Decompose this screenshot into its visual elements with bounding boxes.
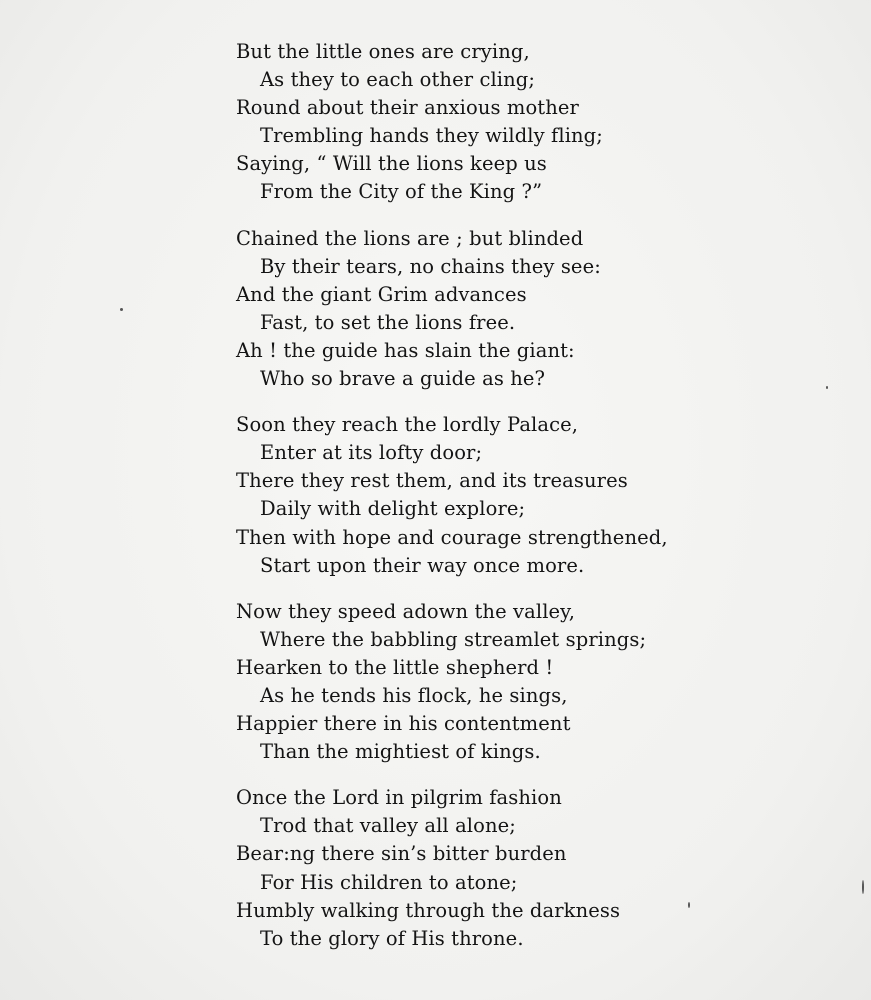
poem-line: But the little ones are crying, bbox=[236, 40, 530, 63]
poem bbox=[236, 38, 836, 971]
poem-line: Where the babbling streamlet springs; bbox=[260, 627, 647, 651]
paper-speck bbox=[120, 308, 123, 311]
poem-line: Chained the lions are ; but blinded bbox=[236, 226, 584, 250]
poem-line: Saying, “ Will the lions keep us bbox=[236, 152, 547, 176]
poem-line: Who so brave a guide as he? bbox=[260, 367, 546, 391]
poem-line: By their tears, no chains they see: bbox=[260, 254, 601, 278]
poem-line: Soon they reach the lordly Palace, bbox=[236, 413, 579, 437]
poem-line: As he tends his flock, he sings, bbox=[260, 683, 568, 707]
paper-speck bbox=[862, 880, 864, 894]
poem-line: As they to each other cling; bbox=[260, 68, 536, 92]
stanza bbox=[236, 38, 836, 207]
poem-line: Bear:ng there sin’s bitter burden bbox=[236, 842, 567, 866]
poem-line: From the City of the King ?” bbox=[260, 180, 543, 204]
poem-line: Than the mightiest of kings. bbox=[260, 740, 541, 764]
poem-line: Enter at its lofty door; bbox=[260, 441, 483, 465]
poem-line: Trembling hands they wildly fling; bbox=[260, 124, 603, 148]
poem-line: Trod that valley all alone; bbox=[260, 814, 516, 838]
stanza bbox=[236, 225, 836, 394]
poem-line: Hearken to the little shepherd ! bbox=[236, 655, 554, 679]
poem-line: Happier there in his contentment bbox=[236, 712, 571, 736]
poem-line: Daily with delight explore; bbox=[260, 497, 526, 521]
stanza bbox=[236, 411, 836, 580]
paper-speck bbox=[826, 386, 828, 389]
stanza bbox=[236, 598, 836, 767]
poem-line: Ah ! the guide has slain the giant: bbox=[236, 338, 575, 362]
poem-line: For His children to atone; bbox=[260, 870, 518, 894]
stanza bbox=[236, 784, 836, 953]
poem-line: There they rest them, and its treasures bbox=[236, 469, 628, 493]
poem-line: Humbly walking through the darkness bbox=[236, 898, 621, 922]
paper-speck bbox=[688, 902, 690, 908]
poem-line: Start upon their way once more. bbox=[260, 553, 585, 577]
poem-line: Fast, to set the lions free. bbox=[260, 310, 516, 334]
poem-line: And the giant Grim advances bbox=[236, 282, 527, 306]
poem-line: Round about their anxious mother bbox=[236, 96, 579, 120]
poem-line: Once the Lord in pilgrim fashion bbox=[236, 786, 562, 810]
poem-line: Now they speed adown the valley, bbox=[236, 599, 576, 623]
poem-line: Then with hope and courage strengthened, bbox=[236, 525, 668, 549]
poem-line: To the glory of His throne. bbox=[260, 926, 524, 950]
